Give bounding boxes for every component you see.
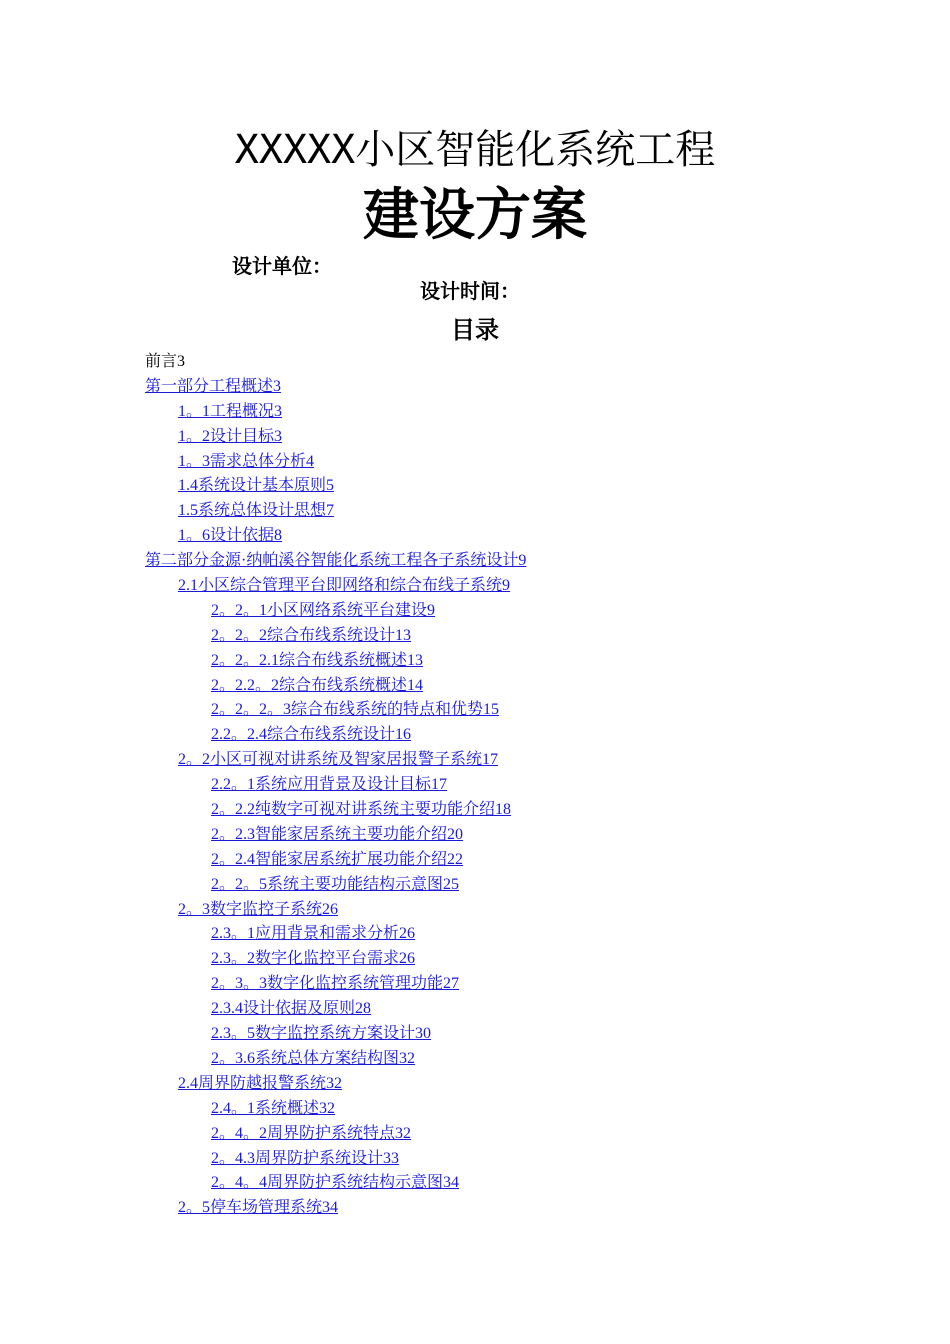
toc-entry[interactable] [0,773,950,798]
toc-entry[interactable] [0,400,950,425]
toc-entry-link[interactable]: 2.2。2.4综合布线系统设计16 [211,726,412,744]
toc-entry[interactable] [0,499,950,524]
toc-entry[interactable] [0,898,950,923]
toc-entry-link[interactable]: 1。2设计目标3 [178,427,283,445]
toc-entry[interactable] [0,425,950,450]
toc-entry-link[interactable]: 第一部分工程概述3 [145,377,282,395]
toc-entry[interactable] [0,922,950,947]
toc-entry[interactable] [0,1047,950,1072]
toc-entry-link[interactable]: 2.4。1系统概述32 [211,1099,336,1117]
toc-entry [0,350,950,375]
toc-entry-link[interactable]: 1。6设计依据8 [178,527,283,545]
toc-entry-link[interactable]: 1。1工程概况3 [178,402,283,420]
toc-entry-text: 前言3 [145,353,186,370]
title-main: 小区智能化系统工程 [355,127,716,173]
toc-entry[interactable] [0,649,950,674]
toc-entry-link[interactable]: 2.3。2数字化监控平台需求26 [211,950,416,968]
toc-entry[interactable] [0,972,950,997]
toc-entry[interactable] [0,848,950,873]
toc-entry-link[interactable]: 2。2。2。3综合布线系统的特点和优势15 [211,701,500,719]
toc-entry[interactable] [0,574,950,599]
document-title [0,126,950,174]
toc-entry[interactable] [0,947,950,972]
toc-entry[interactable] [0,524,950,549]
toc-entry-link[interactable]: 2。2.2纯数字可视对讲系统主要功能介绍18 [211,801,512,819]
toc-entry-link[interactable]: 2。2.4智能家居系统扩展功能介绍22 [211,850,464,868]
toc-entry-link[interactable]: 2.2。1系统应用背景及设计目标17 [211,776,448,794]
toc-entry-link[interactable]: 1.5系统总体设计思想7 [178,502,335,520]
toc-entry-link[interactable]: 2。2。1小区网络系统平台建设9 [211,601,436,619]
toc-entry-link[interactable]: 2。4。2周界防护系统特点32 [211,1124,412,1142]
toc-entry[interactable] [0,1147,950,1172]
toc-entry-link[interactable]: 2.3。1应用背景和需求分析26 [211,925,416,943]
toc-entry-link[interactable]: 2。2。2综合布线系统设计13 [211,626,412,644]
toc-entry-link[interactable]: 2。2小区可视对讲系统及智家居报警子系统17 [178,751,499,769]
design-time-label: 设计时间： [420,279,520,303]
toc-entry[interactable] [0,1171,950,1196]
toc-entry-link[interactable]: 2。5停车场管理系统34 [178,1199,339,1217]
toc-entry[interactable] [0,997,950,1022]
toc-entry[interactable] [0,798,950,823]
toc-entry-link[interactable]: 1.4系统设计基本原则5 [178,477,335,495]
toc-heading: 目录 [451,316,499,344]
toc-entry[interactable] [0,624,950,649]
document-subtitle: 建设方案 [363,182,587,248]
toc-entry-link[interactable]: 2。3。3数字化监控系统管理功能27 [211,975,460,993]
toc-entry[interactable] [0,873,950,898]
toc-entry-link[interactable]: 2.4周界防越报警系统32 [178,1074,343,1092]
toc-entry-link[interactable]: 2。2.2。2综合布线系统概述14 [211,676,424,694]
toc-entry[interactable] [0,474,950,499]
toc-entry-link[interactable]: 1。3需求总体分析4 [178,452,315,470]
toc-entry-link[interactable]: 2。4.3周界防护系统设计33 [211,1149,400,1167]
toc-entry[interactable] [0,823,950,848]
toc-entry-link[interactable]: 2。3数字监控子系统26 [178,900,339,918]
toc-entry[interactable] [0,698,950,723]
toc-entry-link[interactable]: 2。3.6系统总体方案结构图32 [211,1049,416,1067]
toc-entry[interactable] [0,748,950,773]
title-prefix: XXXXX [234,127,356,173]
toc-entry-link[interactable]: 2.3.4设计依据及原则28 [211,1000,372,1018]
toc-entry[interactable] [0,1097,950,1122]
table-of-contents [0,350,950,1221]
toc-entry[interactable] [0,549,950,574]
toc-entry-link[interactable]: 2.3。5数字监控系统方案设计30 [211,1025,432,1043]
toc-entry-link[interactable]: 2.1小区综合管理平台即网络和综合布线子系统9 [178,577,511,595]
toc-entry[interactable] [0,674,950,699]
toc-entry[interactable] [0,723,950,748]
toc-entry-link[interactable]: 2。2.3智能家居系统主要功能介绍20 [211,825,464,843]
toc-entry[interactable] [0,1196,950,1221]
toc-entry-link[interactable]: 2。2。5系统主要功能结构示意图25 [211,875,460,893]
design-unit-label: 设计单位： [232,254,332,278]
toc-entry[interactable] [0,1022,950,1047]
toc-entry[interactable] [0,450,950,475]
toc-entry[interactable] [0,599,950,624]
toc-entry[interactable] [0,1122,950,1147]
toc-entry[interactable] [0,375,950,400]
toc-entry-link[interactable]: 2。4。4周界防护系统结构示意图34 [211,1174,460,1192]
toc-entry-link[interactable]: 第二部分金源·纳帕溪谷智能化系统工程各子系统设计9 [145,552,527,570]
toc-entry[interactable] [0,1072,950,1097]
toc-entry-link[interactable]: 2。2。2.1综合布线系统概述13 [211,651,424,669]
